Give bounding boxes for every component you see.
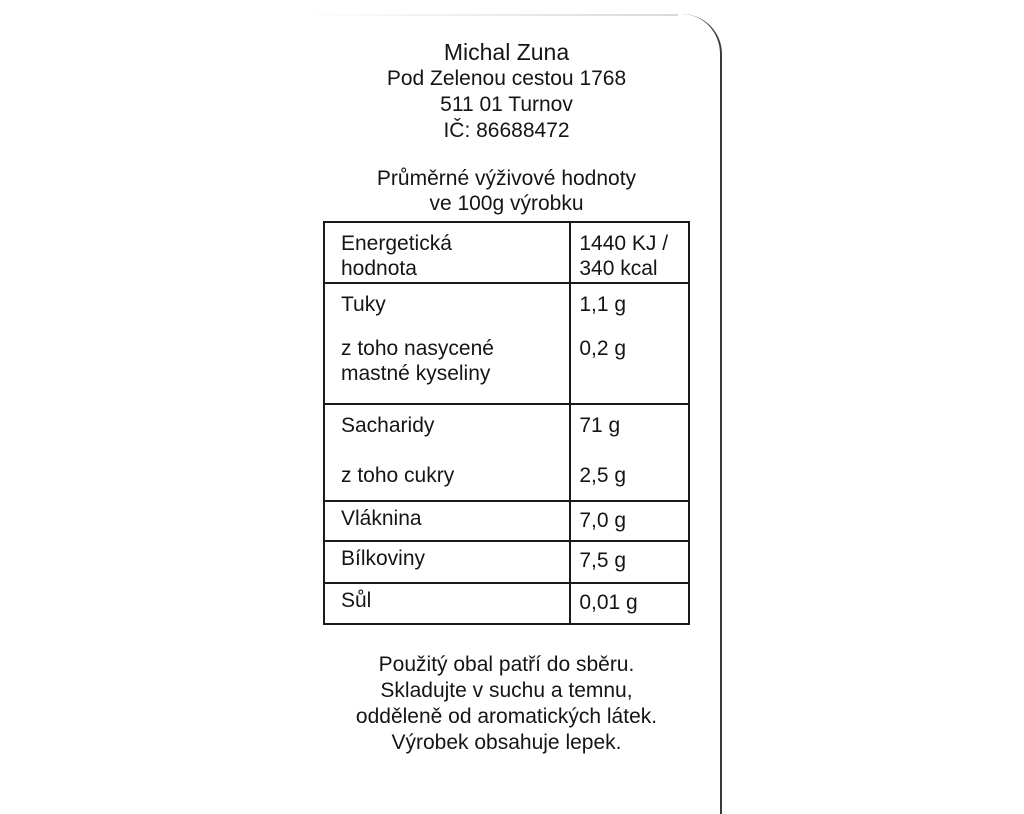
nutrition-heading xyxy=(300,166,713,216)
footer-line-separate: odděleně od aromatických látek. xyxy=(355,705,658,728)
carbs-label: Sacharidy xyxy=(341,414,435,437)
protein-label: Bílkoviny xyxy=(341,547,426,570)
footer-line-allergen: Výrobek obsahuje lepek. xyxy=(391,731,622,754)
fat-label: Tuky xyxy=(341,293,386,316)
fat-value-cell xyxy=(570,283,689,404)
table-row-protein xyxy=(324,541,689,583)
nutrition-heading-line1: Průměrné výživové hodnoty xyxy=(376,167,637,190)
fiber-label-cell xyxy=(324,501,570,541)
protein-label-cell xyxy=(324,541,570,583)
fiber-value: 7,0 g xyxy=(579,509,627,532)
carbs-value: 71 g xyxy=(579,414,621,437)
company-name: Michal Zuna xyxy=(443,39,570,65)
footer-line-storage: Skladujte v suchu a temnu, xyxy=(380,679,633,702)
table-row-salt xyxy=(324,583,689,624)
card-top-edge xyxy=(298,14,678,16)
protein-value: 7,5 g xyxy=(579,549,627,572)
table-row-energy xyxy=(324,222,689,283)
producer-info xyxy=(300,38,713,144)
fat-value: 1,1 g xyxy=(579,293,627,316)
company-ic: IČ: 86688472 xyxy=(443,119,570,142)
sat-fat-label-line2: mastné kyseliny xyxy=(341,362,491,385)
fiber-value-cell xyxy=(570,501,689,541)
carbs-value-cell xyxy=(570,404,689,501)
sugar-value: 2,5 g xyxy=(579,464,627,487)
protein-value-cell xyxy=(570,541,689,583)
sat-fat-label-line1: z toho nasycené xyxy=(341,337,494,360)
energy-label-line2: hodnota xyxy=(341,257,417,280)
sat-fat-value: 0,2 g xyxy=(579,337,627,360)
table-row-carbs xyxy=(324,404,689,501)
storage-notes xyxy=(300,652,713,756)
fat-label-cell xyxy=(324,283,570,404)
carbs-label-cell xyxy=(324,404,570,501)
company-street: Pod Zelenou cestou 1768 xyxy=(386,67,627,90)
energy-label-line1: Energetická xyxy=(341,232,452,255)
table-row-fat xyxy=(324,283,689,404)
nutrition-heading-line2: ve 100g výrobku xyxy=(429,192,584,215)
footer-line-recycle: Použitý obal patří do sběru. xyxy=(378,653,635,676)
salt-value: 0,01 g xyxy=(579,591,638,614)
salt-label-cell xyxy=(324,583,570,624)
nutrition-table xyxy=(323,221,690,625)
salt-label: Sůl xyxy=(341,589,372,612)
table-row-fiber xyxy=(324,501,689,541)
energy-value-line1: 1440 KJ / xyxy=(579,232,669,255)
energy-value-cell xyxy=(570,222,689,283)
energy-label-cell xyxy=(324,222,570,283)
sugar-label: z toho cukry xyxy=(341,464,455,487)
fiber-label: Vláknina xyxy=(341,507,422,530)
salt-value-cell xyxy=(570,583,689,624)
energy-value-line2: 340 kcal xyxy=(579,257,658,280)
company-city: 511 01 Turnov xyxy=(440,93,573,116)
